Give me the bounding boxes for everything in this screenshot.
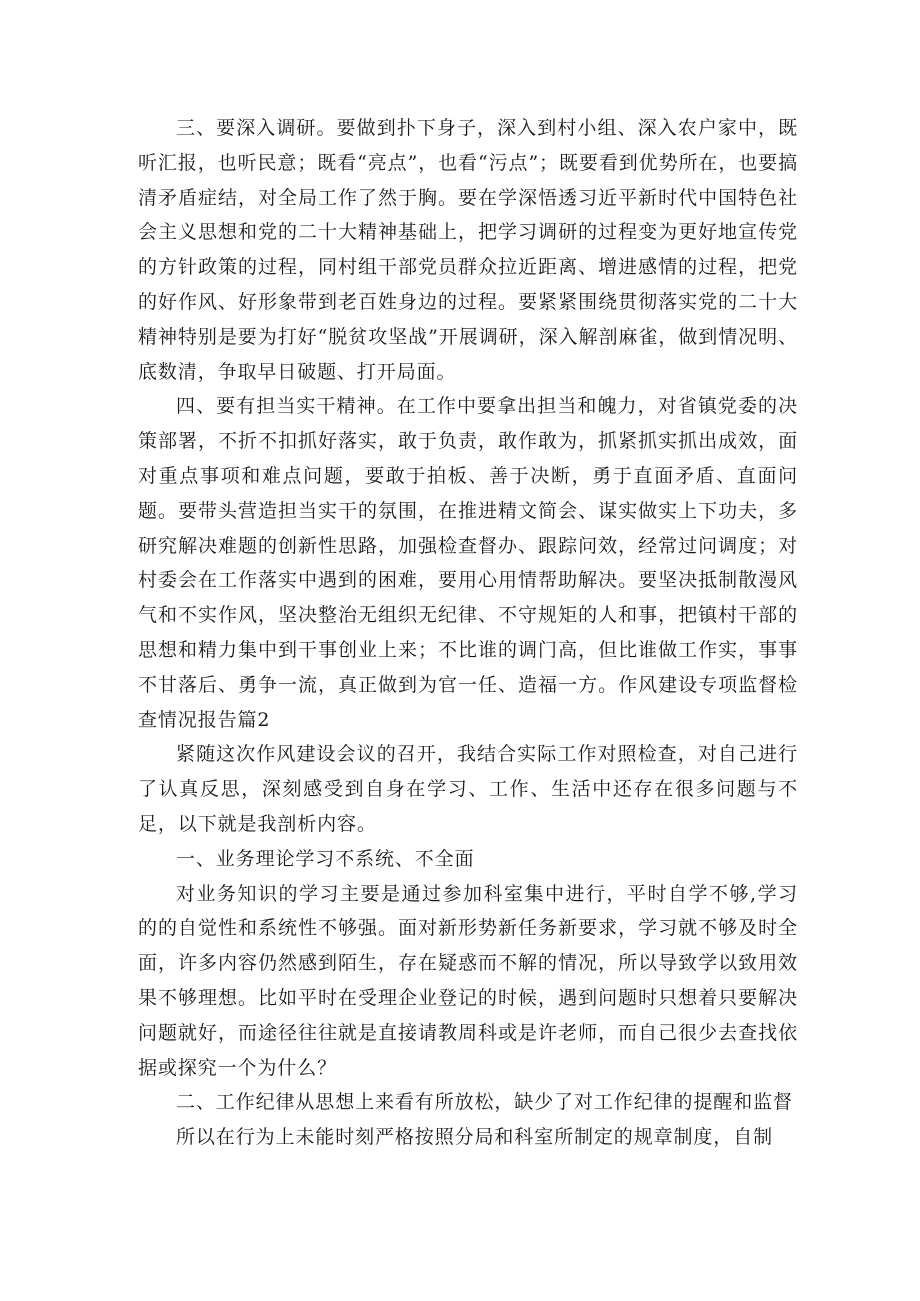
paragraph-self-review-intro: 紧随这次作风建设会议的召开，我结合实际工作对照检查，对自己进行了认真反思，深刻感受到自身在学习、工作、生活中还存在很多问题与不足，以下就是我剖析内容。 xyxy=(138,743,798,835)
paragraph-discipline-detail: 所以在行为上未能时刻严格按照分局和科室所制定的规章制度，自制 xyxy=(176,1126,774,1149)
paragraph-research: 三、要深入调研。要做到扑下身子，深入到村小组、深入农户家中，既听汇报，也听民意；既看“亮点”，也看“污点”；既要看到优势所在，也要搞清矛盾症结，对全局工作了然于胸。要在学深悟透习近平新时代中国特色社会主义思想和党的二十大精神基础上，把学习调研的过程变为更好地宣传党的方针政策的过程，同村组干部党员群众拉近距离、增进感情的过程，把党的好作风、好形象带到老百姓身边的过程。要紧紧围绕贯彻落实党的二十大精神特别是要为打好“脱贫攻坚战”开展调研，深入解剖麻雀，做到情况明、底数清，争取早日破题、打开局面。 xyxy=(138,117,798,383)
paragraph-responsibility: 四、要有担当实干精神。在工作中要拿出担当和魄力，对省镇党委的决策部署，不折不扣抓好落实，敢于负责，敢作敢为，抓紧抓实抓出成效，面对重点事项和难点问题，要敢于拍板、善于决断，勇于直面矛盾、直面问题。要带头营造担当实干的氛围，在推进精文简会、谋实做实上下功夫，多研究解决难题的创新性思路，加强检查督办、跟踪问效，经常过问调度；对村委会在工作落实中遇到的困难，要用心用情帮助解决。要坚决抵制散漫风气和不实作风，坚决整治无组织无纪律、不守规矩的人和事，把镇村干部的思想和精力集中到干事创业上来；不比谁的调门高，但比谁做工作实，事事不甘落后、勇争一流，真正做到为官一任、造福一方。作风建设专项监督检查情况报告篇2 xyxy=(138,395,798,731)
paragraph-heading-study: 一、业务理论学习不系统、不全面 xyxy=(176,847,475,870)
paragraph-heading-discipline: 二、工作纪律从思想上来看有所放松，缺少了对工作纪律的提醒和监督 xyxy=(176,1091,793,1114)
document-body xyxy=(138,111,798,1155)
paragraph-study-detail: 对业务知识的学习主要是通过参加科室集中进行，平时自学不够,学习的的自觉性和系统性不够强。面对新形势新任务新要求，学习就不够及时全面，许多内容仍然感到陌生，存在疑惑而不解的情况，所以导致学以致用效果不够理想。比如平时在受理企业登记的时候，遇到问题时只想着只要解决问题就好，而途径往往就是直接请教周科或是许老师，而自己很少去查找依据或探究一个为什么？ xyxy=(138,882,798,1079)
